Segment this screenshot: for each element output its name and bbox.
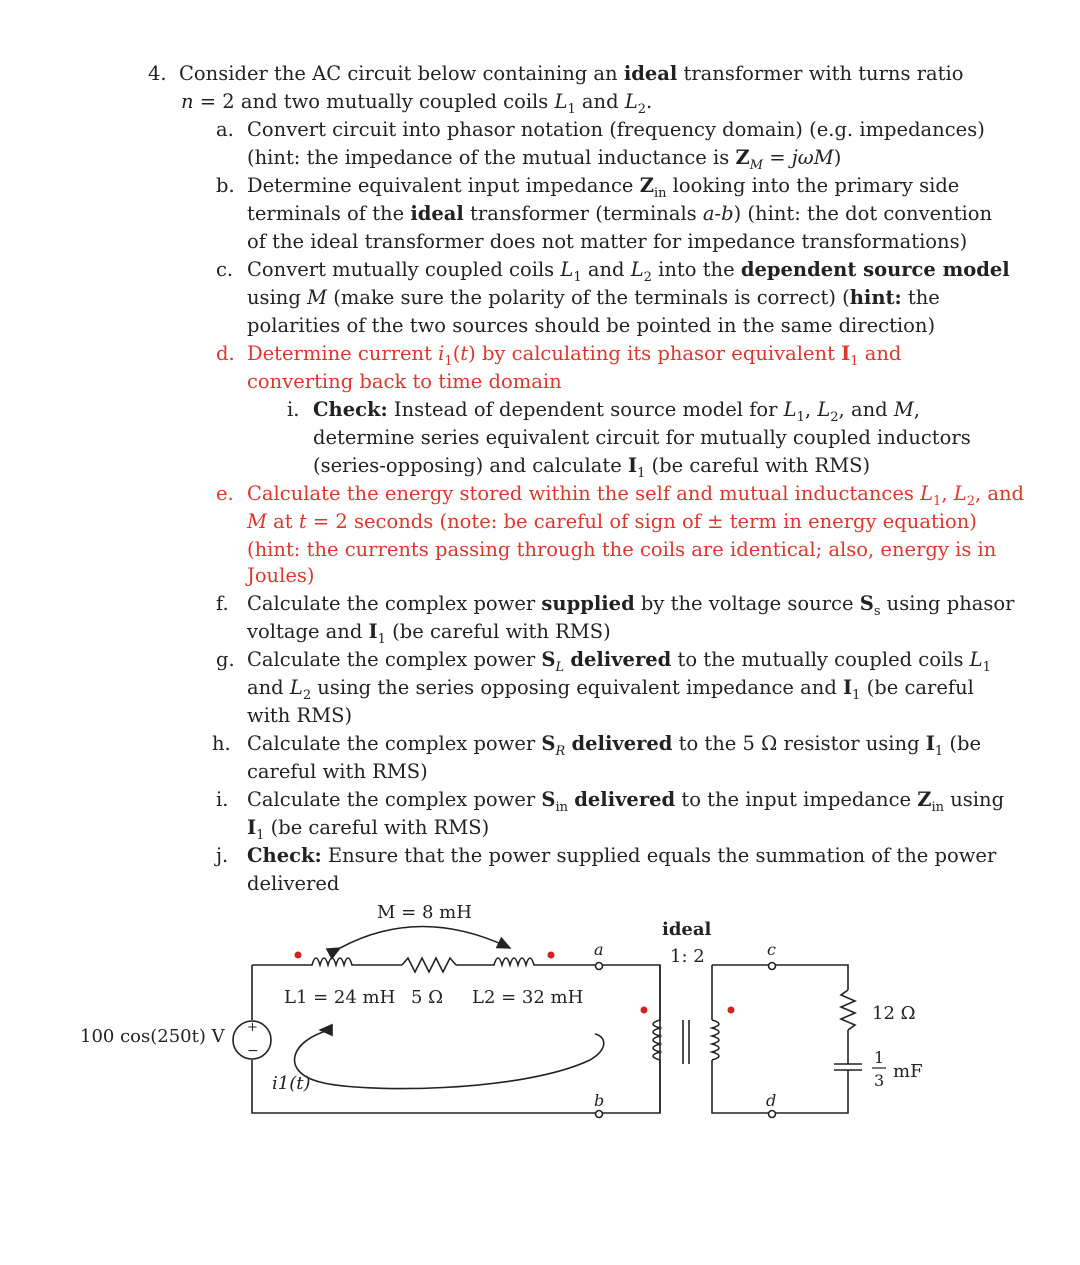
part-a-line: (hint: the impedance of the mutual inductance is $Z_M = j\omega M$)	[247, 146, 842, 173]
cap-denominator: 3	[874, 1071, 885, 1090]
source-label: 100 cos(250t) V	[80, 1026, 225, 1047]
part-e-line: M at t = 2 seconds (note: be careful of sign of ± term in energy equation)	[247, 510, 977, 533]
mutual-label: M = 8 mH	[377, 902, 472, 923]
part-f-line: voltage and $I_1$ (be careful with RMS)	[247, 620, 611, 647]
part-b-line: of the ideal transformer does not matter for impedance transformations)	[247, 230, 968, 253]
part-f-line: Calculate the complex power supplied by the voltage source $S_s$ using phasor	[247, 592, 1015, 619]
source-plus: +	[247, 1020, 258, 1035]
part-c-line: polarities of the two sources should be pointed in the same direction)	[247, 314, 936, 337]
part-c-line: Convert mutually coupled coils $L_1$ and $L_2$ into the dependent source model	[247, 258, 1010, 285]
dot-secondary	[728, 1007, 735, 1014]
dot-L2	[548, 952, 555, 959]
part-e-line: (hint: the currents passing through the coils are identical; also, energy is in	[247, 538, 997, 561]
R2-label: 12 Ω	[872, 1003, 916, 1024]
terminal-d	[769, 1111, 776, 1118]
part-h-line: careful with RMS)	[247, 760, 428, 783]
part-g-label: g.	[216, 648, 235, 671]
part-c-label: c.	[216, 258, 234, 281]
terminal-c	[769, 963, 776, 970]
part-b-label: b.	[216, 174, 235, 197]
cap-numerator: 1	[874, 1048, 885, 1067]
part-g-line: with RMS)	[247, 704, 353, 727]
problem-number: 4.	[148, 62, 167, 85]
terminal-d-label: d	[766, 1091, 777, 1110]
part-e-label: e.	[216, 482, 234, 505]
dot-primary	[641, 1007, 648, 1014]
problem-line: n = 2 and two mutually coupled coils $L_1$ and $L_2$.	[181, 90, 653, 117]
terminal-a	[596, 963, 603, 970]
part-j-line: delivered	[247, 872, 340, 895]
cap-unit: mF	[893, 1061, 923, 1082]
dot-L1	[295, 952, 302, 959]
part-f-label: f.	[216, 592, 229, 615]
terminal-b	[596, 1111, 603, 1118]
inductor-L2	[488, 958, 540, 965]
transformer-core	[683, 1020, 689, 1064]
current-label: i1(t)	[272, 1073, 311, 1094]
part-i-label: i.	[216, 788, 229, 811]
part-d-i-line: (series-opposing) and calculate $I_1$ (be careful with RMS)	[313, 454, 871, 481]
part-j-label: j.	[216, 844, 229, 867]
transformer-primary-coil	[653, 1020, 660, 1060]
part-d-label: d.	[216, 342, 235, 365]
part-e-line: Joules)	[247, 564, 315, 587]
part-g-line: Calculate the complex power $S_L$ delivered to the mutually coupled coils $L_1$	[247, 648, 991, 675]
part-i-line: Calculate the complex power $S_{in}$ delivered to the input impedance $Z_{in}$ using	[247, 788, 1005, 815]
terminal-a-label: a	[594, 940, 604, 959]
terminal-b-label: b	[594, 1091, 605, 1110]
part-e-line: Calculate the energy stored within the self and mutual inductances $L_1$, $L_2$, and	[247, 482, 1025, 509]
transformer-title: ideal	[662, 919, 712, 940]
wire	[712, 965, 848, 990]
part-d-line: Determine current $i_1(t)$ by calculating its phasor equivalent $I_1$ and	[247, 342, 902, 369]
part-j-line: Check: Ensure that the power supplied equals the summation of the power	[247, 844, 997, 867]
resistor-5-ohm	[402, 958, 456, 972]
part-d-i-line: determine series equivalent circuit for mutually coupled inductors	[313, 426, 971, 449]
mutual-arrow	[340, 927, 510, 949]
part-h-line: Calculate the complex power $S_R$ delivered to the 5 Ω resistor using $I_1$ (be	[247, 732, 982, 759]
resistor-12-ohm	[841, 990, 855, 1030]
part-d-line: converting back to time domain	[247, 370, 562, 393]
part-b-line: Determine equivalent input impedance $Z_{in}$ looking into the primary side	[247, 174, 960, 201]
inductor-L1	[304, 958, 356, 965]
transformer-secondary-coil	[712, 1020, 719, 1060]
transformer-ratio: 1: 2	[670, 946, 705, 967]
part-i-line: $I_1$ (be careful with RMS)	[247, 816, 490, 843]
problem-intro: Consider the AC circuit below containing an ideal transformer with turns ratio	[179, 62, 964, 85]
L2-label: L2 = 32 mH	[472, 987, 584, 1008]
part-a-label: a.	[216, 118, 234, 141]
part-d-i-label: i.	[287, 398, 300, 421]
part-h-label: h.	[212, 732, 231, 755]
L1-label: L1 = 24 mH	[284, 987, 396, 1008]
source-minus: −	[247, 1043, 259, 1059]
capacitor	[834, 1064, 862, 1070]
part-a-line: Convert circuit into phasor notation (frequency domain) (e.g. impedances)	[247, 118, 985, 141]
part-b-line: terminals of the ideal transformer (terminals a-b) (hint: the dot convention	[247, 202, 993, 225]
part-d-i-line: Check: Instead of dependent source model for $L_1$, $L_2$, and M,	[313, 398, 920, 425]
current-loop-arrow	[295, 1030, 604, 1089]
part-g-line: and $L_2$ using the series opposing equivalent impedance and $I_1$ (be careful	[247, 676, 974, 703]
R1-label: 5 Ω	[411, 987, 444, 1008]
wire	[712, 1060, 848, 1113]
part-c-line: using M (make sure the polarity of the terminals is correct) (hint: the	[247, 286, 940, 309]
terminal-c-label: c	[767, 940, 776, 959]
